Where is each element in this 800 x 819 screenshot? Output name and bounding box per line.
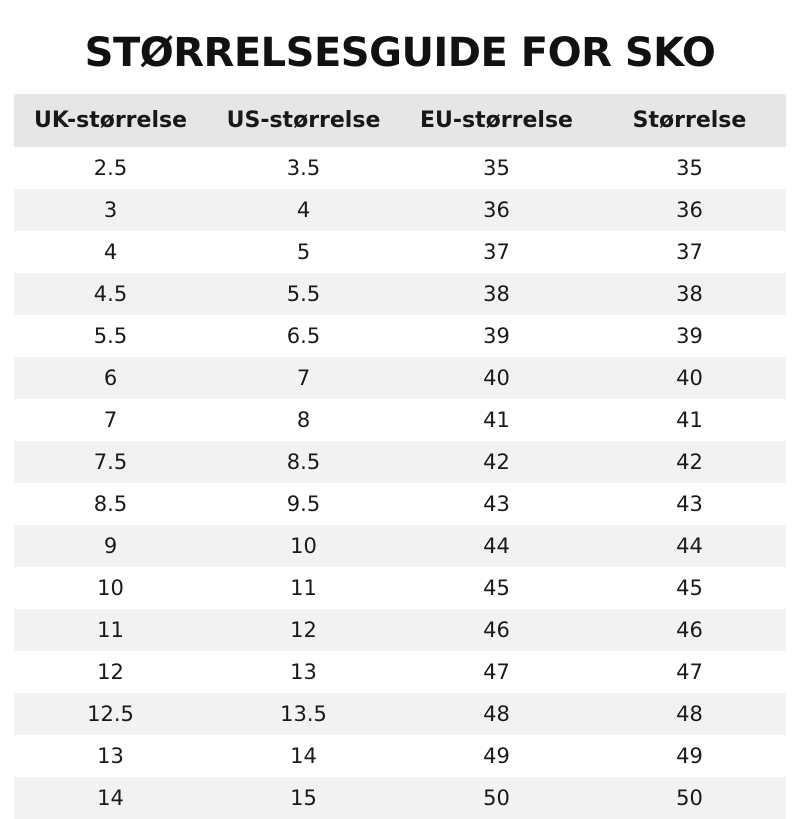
table-row xyxy=(14,651,786,693)
cell-size: 43 xyxy=(593,483,786,525)
cell-uk: 9 xyxy=(14,525,207,567)
table-row xyxy=(14,693,786,735)
cell-uk: 2.5 xyxy=(14,147,207,189)
cell-size: 49 xyxy=(593,735,786,777)
cell-us: 7 xyxy=(207,357,400,399)
cell-eu: 41 xyxy=(400,399,593,441)
cell-eu: 36 xyxy=(400,189,593,231)
cell-eu: 37 xyxy=(400,231,593,273)
cell-uk: 4 xyxy=(14,231,207,273)
cell-uk: 6 xyxy=(14,357,207,399)
table-row xyxy=(14,777,786,819)
cell-eu: 45 xyxy=(400,567,593,609)
cell-uk: 4.5 xyxy=(14,273,207,315)
cell-size: 41 xyxy=(593,399,786,441)
cell-size: 44 xyxy=(593,525,786,567)
table-row xyxy=(14,441,786,483)
cell-eu: 39 xyxy=(400,315,593,357)
cell-us: 5.5 xyxy=(207,273,400,315)
table-row xyxy=(14,609,786,651)
column-header-us: US-størrelse xyxy=(207,94,400,147)
cell-eu: 44 xyxy=(400,525,593,567)
column-header-size: Størrelse xyxy=(593,94,786,147)
table-row xyxy=(14,525,786,567)
table-row xyxy=(14,567,786,609)
cell-size: 42 xyxy=(593,441,786,483)
cell-size: 38 xyxy=(593,273,786,315)
cell-uk: 14 xyxy=(14,777,207,819)
column-header-uk: UK-størrelse xyxy=(14,94,207,147)
cell-size: 45 xyxy=(593,567,786,609)
cell-us: 4 xyxy=(207,189,400,231)
cell-us: 13 xyxy=(207,651,400,693)
cell-eu: 49 xyxy=(400,735,593,777)
cell-uk: 10 xyxy=(14,567,207,609)
cell-us: 8 xyxy=(207,399,400,441)
cell-size: 47 xyxy=(593,651,786,693)
table-row xyxy=(14,315,786,357)
table-row xyxy=(14,399,786,441)
cell-uk: 7.5 xyxy=(14,441,207,483)
table-row xyxy=(14,483,786,525)
cell-uk: 7 xyxy=(14,399,207,441)
cell-size: 50 xyxy=(593,777,786,819)
table-row xyxy=(14,735,786,777)
table-row xyxy=(14,231,786,273)
cell-us: 11 xyxy=(207,567,400,609)
cell-eu: 43 xyxy=(400,483,593,525)
cell-uk: 5.5 xyxy=(14,315,207,357)
cell-uk: 12.5 xyxy=(14,693,207,735)
cell-eu: 48 xyxy=(400,693,593,735)
cell-uk: 8.5 xyxy=(14,483,207,525)
cell-us: 15 xyxy=(207,777,400,819)
table-row xyxy=(14,273,786,315)
cell-size: 40 xyxy=(593,357,786,399)
cell-uk: 12 xyxy=(14,651,207,693)
table-row xyxy=(14,357,786,399)
cell-us: 9.5 xyxy=(207,483,400,525)
cell-size: 36 xyxy=(593,189,786,231)
cell-size: 39 xyxy=(593,315,786,357)
table-header-row xyxy=(14,94,786,147)
column-header-eu: EU-størrelse xyxy=(400,94,593,147)
size-chart-table xyxy=(14,94,786,819)
cell-uk: 3 xyxy=(14,189,207,231)
cell-size: 48 xyxy=(593,693,786,735)
cell-us: 3.5 xyxy=(207,147,400,189)
cell-size: 35 xyxy=(593,147,786,189)
table-body xyxy=(14,147,786,819)
cell-us: 14 xyxy=(207,735,400,777)
page-title: STØRRELSESGUIDE FOR SKO xyxy=(84,30,716,76)
cell-us: 8.5 xyxy=(207,441,400,483)
table-header xyxy=(14,94,786,147)
table-row xyxy=(14,189,786,231)
cell-uk: 13 xyxy=(14,735,207,777)
cell-eu: 38 xyxy=(400,273,593,315)
cell-eu: 42 xyxy=(400,441,593,483)
cell-eu: 50 xyxy=(400,777,593,819)
cell-size: 37 xyxy=(593,231,786,273)
cell-us: 12 xyxy=(207,609,400,651)
cell-eu: 46 xyxy=(400,609,593,651)
cell-eu: 40 xyxy=(400,357,593,399)
cell-us: 10 xyxy=(207,525,400,567)
cell-us: 13.5 xyxy=(207,693,400,735)
cell-eu: 35 xyxy=(400,147,593,189)
cell-eu: 47 xyxy=(400,651,593,693)
cell-us: 5 xyxy=(207,231,400,273)
table-row xyxy=(14,147,786,189)
cell-us: 6.5 xyxy=(207,315,400,357)
cell-uk: 11 xyxy=(14,609,207,651)
cell-size: 46 xyxy=(593,609,786,651)
